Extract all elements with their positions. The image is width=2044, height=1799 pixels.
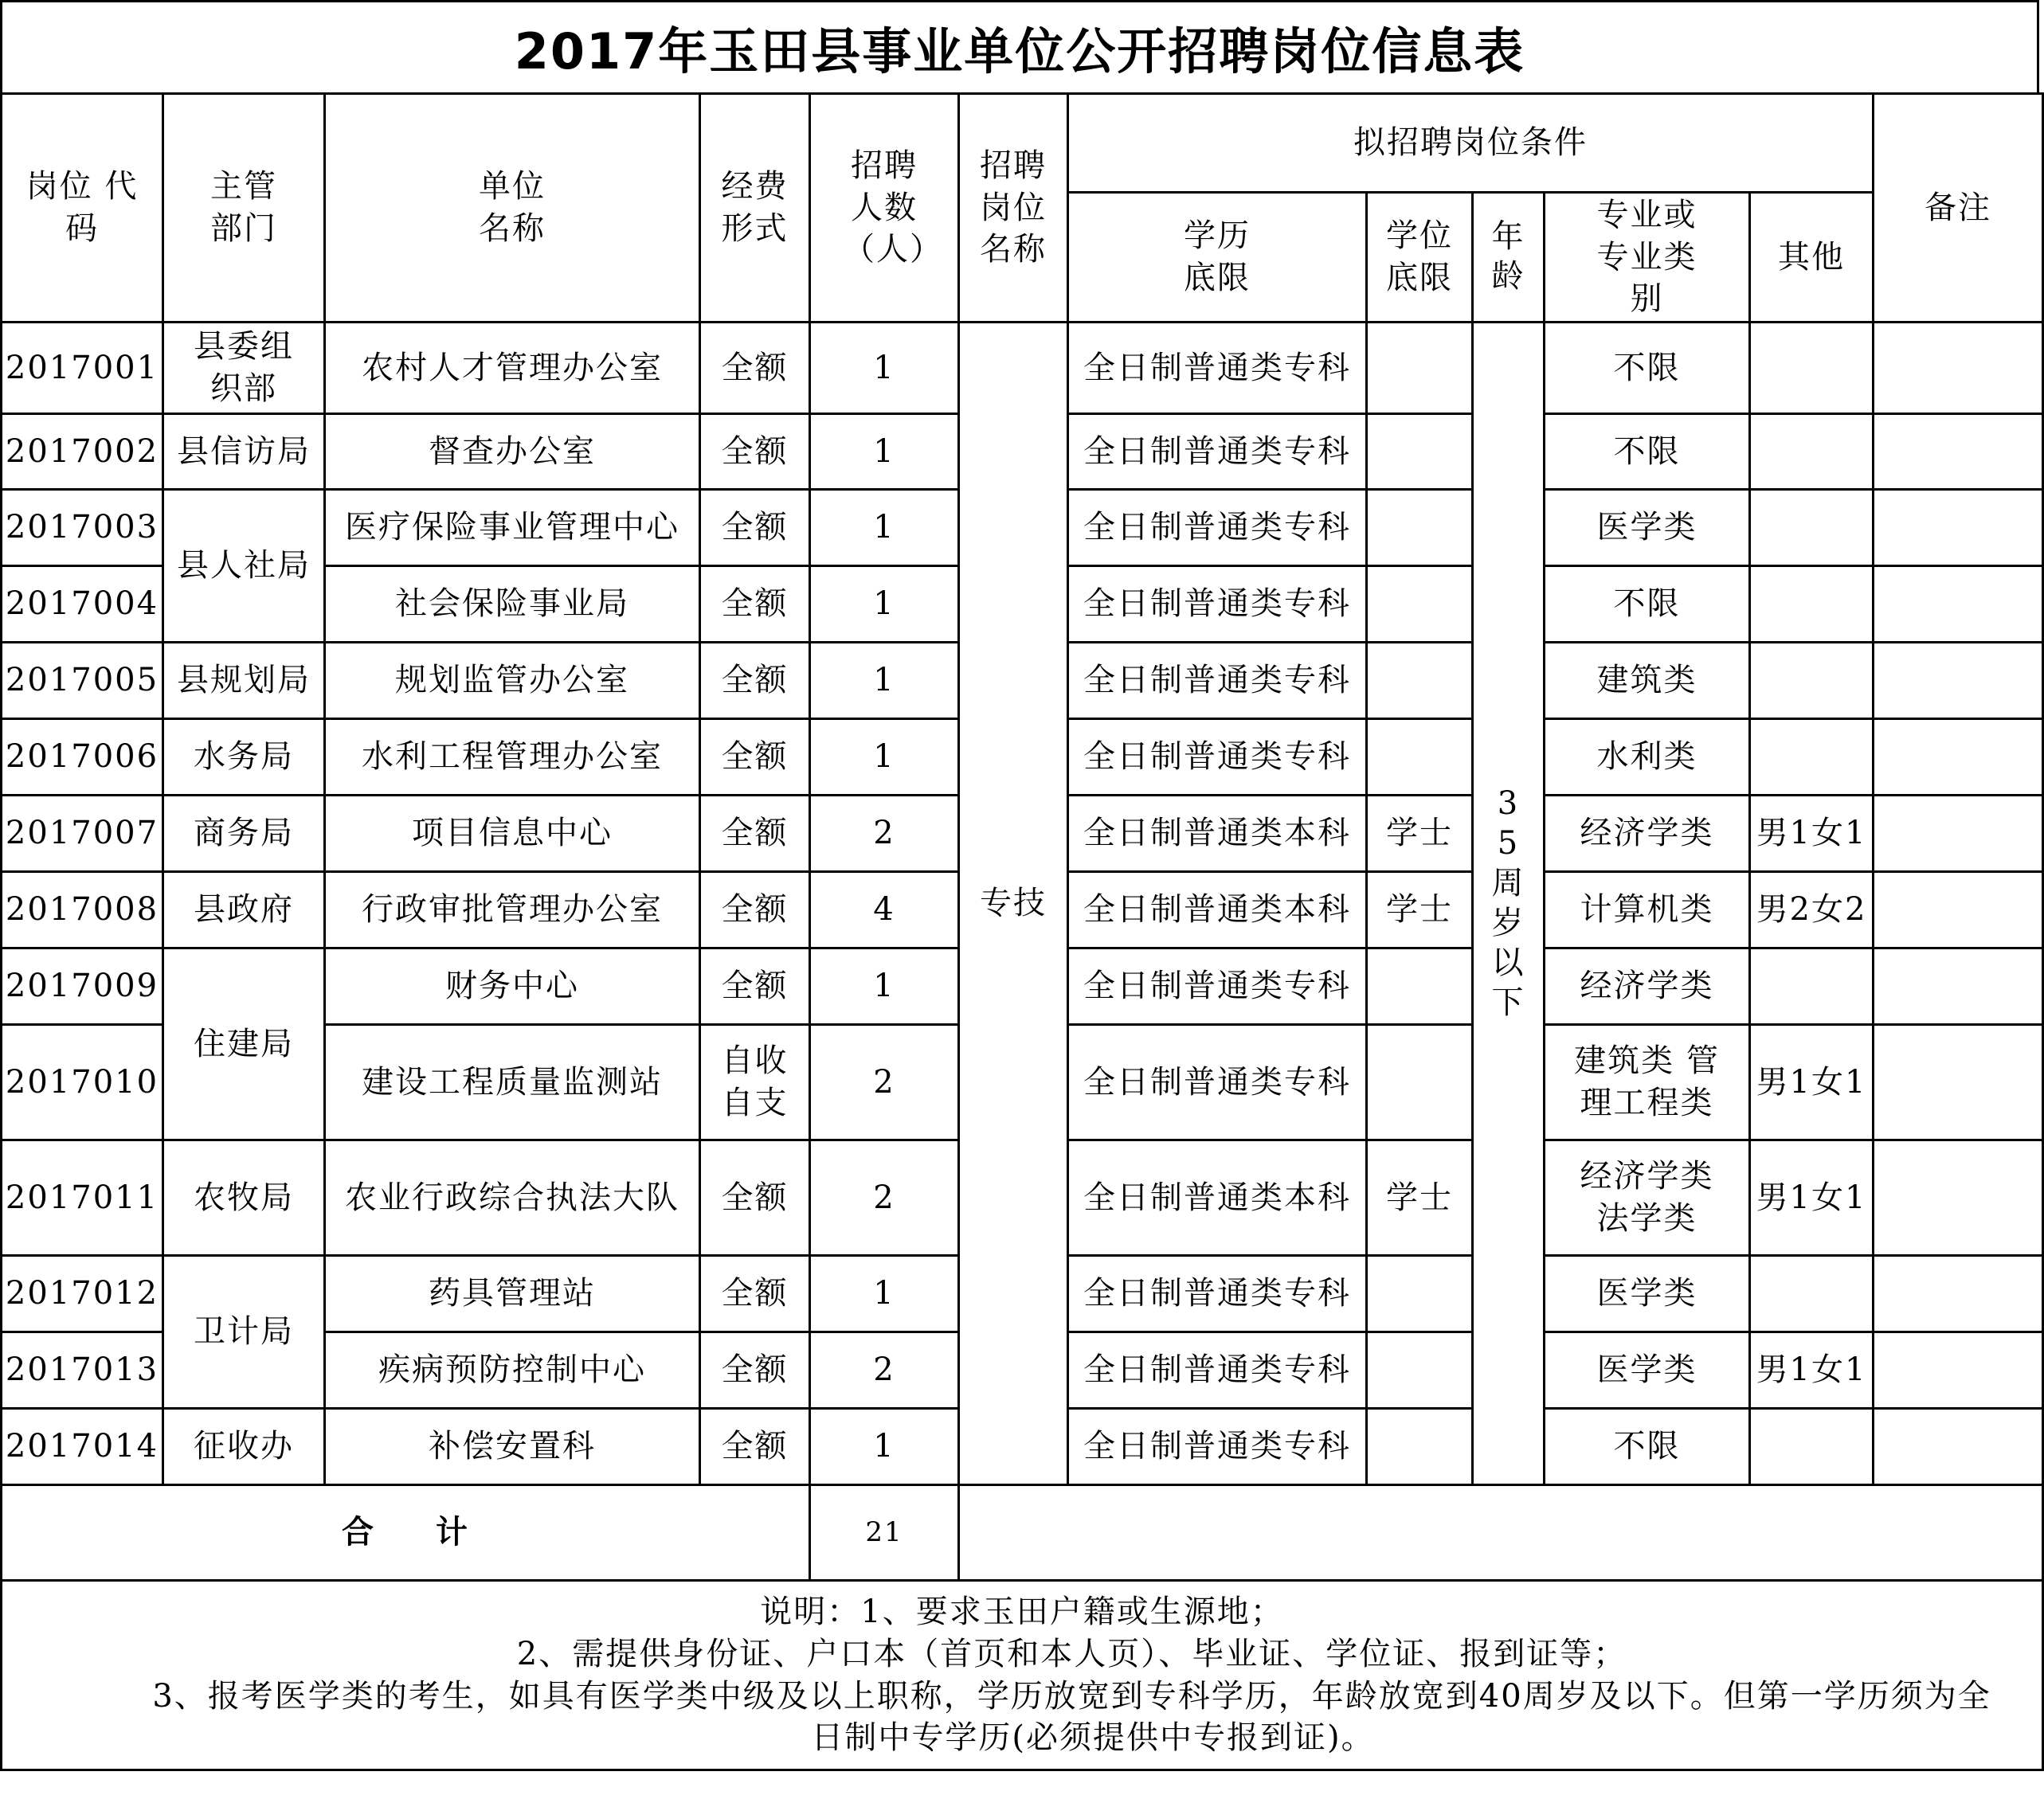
cell-major: 不限 [1545, 566, 1750, 643]
cell-code: 2017009 [2, 948, 163, 1025]
cell-other [1750, 490, 1874, 566]
cell-remarks [1874, 643, 2043, 719]
cell-other [1750, 948, 1874, 1025]
cell-education: 全日制普通类专科 [1068, 1025, 1367, 1140]
cell-unit: 水利工程管理办公室 [325, 719, 700, 796]
cell-major: 建筑类 [1545, 643, 1750, 719]
header-education: 学历底限 [1068, 193, 1367, 323]
cell-unit: 建设工程质量监测站 [325, 1025, 700, 1140]
header-other: 其他 [1750, 193, 1874, 323]
cell-degree: 学士 [1367, 872, 1473, 948]
cell-degree [1367, 948, 1473, 1025]
total-count: 21 [810, 1485, 959, 1581]
cell-unit: 补偿安置科 [325, 1409, 700, 1485]
cell-degree [1367, 566, 1473, 643]
header-major: 专业或专业类别 [1545, 193, 1750, 323]
cell-remarks [1874, 872, 2043, 948]
cell-count: 1 [810, 719, 959, 796]
cell-major: 不限 [1545, 414, 1750, 490]
cell-education: 全日制普通类专科 [1068, 414, 1367, 490]
cell-education: 全日制普通类专科 [1068, 643, 1367, 719]
cell-degree [1367, 1409, 1473, 1485]
cell-unit: 疾病预防控制中心 [325, 1332, 700, 1409]
cell-major: 经济学类 [1545, 948, 1750, 1025]
cell-other [1750, 719, 1874, 796]
cell-unit: 财务中心 [325, 948, 700, 1025]
cell-count: 1 [810, 323, 959, 414]
cell-major: 医学类 [1545, 1256, 1750, 1332]
note-line-1: 说明：1、要求玉田户籍或生源地； [760, 1593, 1284, 1630]
cell-funding: 全额 [700, 872, 810, 948]
cell-other: 男1女1 [1750, 1025, 1874, 1140]
cell-major: 建筑类 管理工程类 [1545, 1025, 1750, 1140]
cell-count: 1 [810, 490, 959, 566]
cell-code: 2017007 [2, 796, 163, 872]
cell-code: 2017001 [2, 323, 163, 414]
header-funding: 经费形式 [700, 94, 810, 323]
cell-post-name: 专技 [959, 323, 1068, 1485]
cell-major: 计算机类 [1545, 872, 1750, 948]
cell-dept: 县政府 [163, 872, 325, 948]
cell-other: 男1女1 [1750, 796, 1874, 872]
cell-remarks [1874, 796, 2043, 872]
cell-funding: 全额 [700, 323, 810, 414]
cell-funding: 全额 [700, 796, 810, 872]
cell-dept: 县信访局 [163, 414, 325, 490]
cell-funding: 全额 [700, 566, 810, 643]
header-age: 年龄 [1473, 193, 1545, 323]
cell-other: 男2女2 [1750, 872, 1874, 948]
cell-funding: 自收自支 [700, 1025, 810, 1140]
cell-code: 2017012 [2, 1256, 163, 1332]
cell-code: 2017004 [2, 566, 163, 643]
header-dept: 主管部门 [163, 94, 325, 323]
cell-funding: 全额 [700, 1409, 810, 1485]
cell-count: 1 [810, 1409, 959, 1485]
cell-unit: 社会保险事业局 [325, 566, 700, 643]
cell-funding: 全额 [700, 948, 810, 1025]
cell-remarks [1874, 566, 2043, 643]
notes [2, 1581, 2043, 1770]
cell-funding: 全额 [700, 1332, 810, 1409]
header-count: 招聘人数（人） [810, 94, 959, 323]
cell-other: 男1女1 [1750, 1140, 1874, 1256]
cell-other [1750, 1409, 1874, 1485]
cell-funding: 全额 [700, 414, 810, 490]
cell-dept: 水务局 [163, 719, 325, 796]
cell-funding: 全额 [700, 1140, 810, 1256]
cell-other [1750, 566, 1874, 643]
cell-degree [1367, 1332, 1473, 1409]
cell-dept: 县规划局 [163, 643, 325, 719]
note-line-4: 日制中专学历(必须提供中专报到证)。 [811, 1719, 1375, 1757]
cell-code: 2017003 [2, 490, 163, 566]
cell-funding: 全额 [700, 1256, 810, 1332]
cell-dept: 县委组织部 [163, 323, 325, 414]
cell-unit: 督查办公室 [325, 414, 700, 490]
cell-other: 男1女1 [1750, 1332, 1874, 1409]
cell-code: 2017005 [2, 643, 163, 719]
note-line-3: 3、报考医学类的考生，如具有医学类中级及以上职称，学历放宽到专科学历，年龄放宽到40周岁及以下。但第一学历须为全 [152, 1677, 1991, 1715]
cell-degree [1367, 414, 1473, 490]
cell-code: 2017013 [2, 1332, 163, 1409]
header-post: 招聘岗位名称 [959, 94, 1068, 323]
cell-education: 全日制普通类专科 [1068, 490, 1367, 566]
header-unit: 单位名称 [325, 94, 700, 323]
cell-count: 1 [810, 1256, 959, 1332]
cell-degree [1367, 1256, 1473, 1332]
cell-count: 1 [810, 948, 959, 1025]
cell-education: 全日制普通类本科 [1068, 1140, 1367, 1256]
cell-unit: 项目信息中心 [325, 796, 700, 872]
cell-count: 4 [810, 872, 959, 948]
cell-code: 2017014 [2, 1409, 163, 1485]
cell-count: 1 [810, 566, 959, 643]
cell-degree [1367, 1025, 1473, 1140]
notes-row [2, 1581, 2043, 1770]
cell-code: 2017008 [2, 872, 163, 948]
cell-count: 2 [810, 1332, 959, 1409]
cell-other [1750, 1256, 1874, 1332]
cell-funding: 全额 [700, 643, 810, 719]
header-degree: 学位底限 [1367, 193, 1473, 323]
cell-degree: 学士 [1367, 1140, 1473, 1256]
cell-unit: 医疗保险事业管理中心 [325, 490, 700, 566]
total-row [2, 1485, 2043, 1581]
cell-major: 不限 [1545, 323, 1750, 414]
cell-dept: 住建局 [163, 948, 325, 1140]
cell-count: 2 [810, 1025, 959, 1140]
cell-unit: 规划监管办公室 [325, 643, 700, 719]
cell-count: 1 [810, 643, 959, 719]
cell-code: 2017011 [2, 1140, 163, 1256]
header-conditions: 拟招聘岗位条件 [1068, 94, 1874, 193]
cell-remarks [1874, 1140, 2043, 1256]
total-blank [959, 1485, 2043, 1581]
cell-degree [1367, 643, 1473, 719]
document-title: 2017年玉田县事业单位公开招聘岗位信息表 [0, 0, 2039, 92]
cell-funding: 全额 [700, 719, 810, 796]
cell-dept: 征收办 [163, 1409, 325, 1485]
cell-code: 2017010 [2, 1025, 163, 1140]
cell-degree [1367, 323, 1473, 414]
cell-other [1750, 323, 1874, 414]
cell-remarks [1874, 1332, 2043, 1409]
cell-remarks [1874, 1025, 2043, 1140]
cell-dept: 县人社局 [163, 490, 325, 643]
cell-count: 1 [810, 414, 959, 490]
cell-remarks [1874, 414, 2043, 490]
cell-degree: 学士 [1367, 796, 1473, 872]
cell-major: 不限 [1545, 1409, 1750, 1485]
cell-remarks [1874, 323, 2043, 414]
cell-major: 经济学类 法学类 [1545, 1140, 1750, 1256]
cell-unit: 农村人才管理办公室 [325, 323, 700, 414]
cell-education: 全日制普通类本科 [1068, 796, 1367, 872]
cell-education: 全日制普通类专科 [1068, 323, 1367, 414]
header-remarks: 备注 [1874, 94, 2043, 323]
cell-education: 全日制普通类专科 [1068, 566, 1367, 643]
note-line-2: 2、需提供身份证、户口本（首页和本人页）、毕业证、学位证、报到证等； [516, 1635, 1627, 1672]
header-code: 岗位 代码 [2, 94, 163, 323]
cell-other [1750, 414, 1874, 490]
cell-dept: 商务局 [163, 796, 325, 872]
cell-degree [1367, 490, 1473, 566]
cell-education: 全日制普通类专科 [1068, 1256, 1367, 1332]
table-row [2, 323, 2043, 414]
cell-unit: 药具管理站 [325, 1256, 700, 1332]
cell-education: 全日制普通类专科 [1068, 719, 1367, 796]
cell-education: 全日制普通类专科 [1068, 1332, 1367, 1409]
cell-funding: 全额 [700, 490, 810, 566]
cell-other [1750, 643, 1874, 719]
cell-remarks [1874, 490, 2043, 566]
cell-unit: 行政审批管理办公室 [325, 872, 700, 948]
cell-code: 2017002 [2, 414, 163, 490]
cell-count: 2 [810, 1140, 959, 1256]
cell-dept: 农牧局 [163, 1140, 325, 1256]
cell-major: 医学类 [1545, 1332, 1750, 1409]
cell-dept: 卫计局 [163, 1256, 325, 1409]
cell-remarks [1874, 1409, 2043, 1485]
cell-major: 水利类 [1545, 719, 1750, 796]
cell-unit: 农业行政综合执法大队 [325, 1140, 700, 1256]
total-label: 合 计 [2, 1485, 810, 1581]
cell-age-limit: 35周岁以下 [1473, 323, 1545, 1485]
cell-major: 经济学类 [1545, 796, 1750, 872]
cell-remarks [1874, 719, 2043, 796]
cell-education: 全日制普通类专科 [1068, 948, 1367, 1025]
cell-degree [1367, 719, 1473, 796]
cell-remarks [1874, 1256, 2043, 1332]
cell-code: 2017006 [2, 719, 163, 796]
recruitment-table [0, 92, 2044, 1771]
cell-remarks [1874, 948, 2043, 1025]
cell-education: 全日制普通类专科 [1068, 1409, 1367, 1485]
cell-count: 2 [810, 796, 959, 872]
cell-education: 全日制普通类本科 [1068, 872, 1367, 948]
cell-major: 医学类 [1545, 490, 1750, 566]
